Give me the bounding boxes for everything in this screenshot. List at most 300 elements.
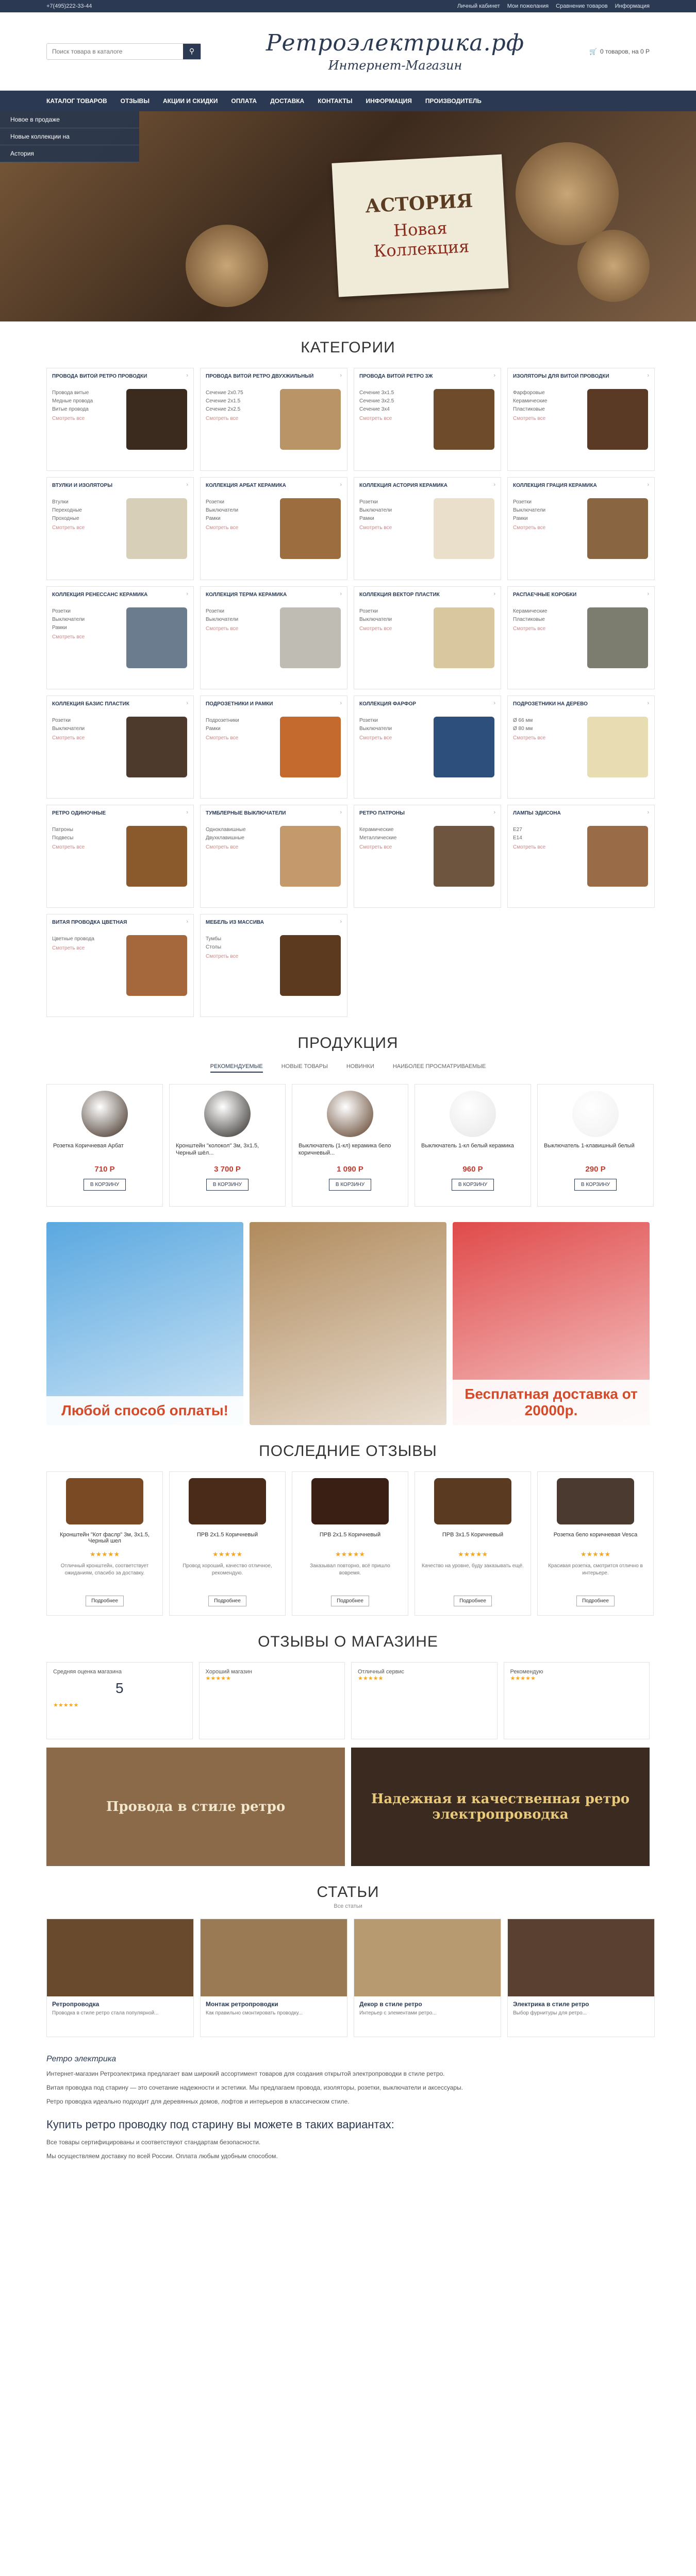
category-link[interactable]: Подрозетники (206, 718, 239, 723)
review-more-button[interactable]: Подробнее (331, 1596, 369, 1606)
articles-all-link[interactable]: Все статьи (334, 1903, 362, 1909)
category-card[interactable] (507, 477, 655, 580)
tab-popular[interactable]: НАИБОЛЕЕ ПРОСМАТРИВАЕМЫЕ (392, 1063, 486, 1070)
category-image (587, 389, 648, 450)
seo-paragraph: Витая проводка под старину — это сочетание надежности и эстетики. Мы предлагаем провода, изоляторы, розетки, выключатели и аксессуары. (46, 2084, 463, 2091)
hero-line2: Коллекция (373, 236, 470, 261)
review-text: Заказывал повторно, всё пришло вовремя. (310, 1563, 390, 1576)
category-card[interactable] (46, 586, 194, 689)
article-image[interactable] (47, 1919, 193, 1996)
rating-stars-icon: ★★★★★ (510, 1675, 536, 1682)
hero-side-item[interactable]: Астория (0, 145, 139, 162)
category-link[interactable]: Выключатели (513, 507, 546, 513)
category-image (126, 389, 187, 450)
category-link[interactable]: Керамические (513, 608, 548, 614)
category-link[interactable]: Рамки (206, 726, 221, 732)
chevron-right-icon: › (186, 591, 188, 597)
tab-new[interactable]: НОВЫЕ ТОВАРЫ (281, 1063, 328, 1070)
category-link[interactable]: Сечение 3х2.5 (359, 398, 394, 404)
category-link[interactable]: Керамические (359, 827, 394, 833)
category-more-link[interactable]: Смотреть все (206, 626, 239, 632)
category-image (434, 826, 494, 887)
chevron-right-icon: › (647, 482, 649, 488)
category-more-link[interactable]: Смотреть все (52, 634, 85, 640)
review-more-button[interactable]: Подробнее (208, 1596, 246, 1606)
nav-contacts[interactable]: КОНТАКТЫ (318, 97, 353, 105)
article-card[interactable] (200, 1919, 347, 2037)
category-more-link[interactable]: Смотреть все (513, 416, 546, 421)
promo-banner[interactable] (453, 1222, 650, 1425)
category-title[interactable]: ПОДРОЗЕТНИКИ НА ДЕРЕВО (513, 701, 588, 707)
category-link[interactable]: Выключатели (359, 726, 392, 732)
chevron-right-icon: › (186, 919, 188, 925)
category-card[interactable] (200, 368, 347, 471)
review-product-name[interactable]: Розетка бело коричневая Vesca (553, 1532, 638, 1538)
search-box (46, 43, 201, 60)
article-card[interactable] (507, 1919, 655, 2037)
articles-grid (0, 1919, 696, 2037)
chevron-right-icon: › (647, 700, 649, 706)
category-title[interactable]: КОЛЛЕКЦИЯ ФАРФОР (359, 701, 416, 707)
category-more-link[interactable]: Смотреть все (206, 735, 239, 741)
category-link[interactable]: Металлические (359, 835, 397, 841)
article-image[interactable] (354, 1919, 501, 1996)
product-image[interactable] (572, 1091, 619, 1137)
category-link[interactable]: Провода витые (52, 390, 89, 396)
category-card[interactable] (507, 696, 655, 799)
info-link[interactable]: Информация (615, 3, 650, 9)
category-link[interactable]: Переходные (52, 507, 82, 513)
nav-manufacturer[interactable]: ПРОИЗВОДИТЕЛЬ (425, 97, 482, 105)
category-card[interactable] (46, 368, 194, 471)
category-link[interactable]: Розетки (513, 499, 532, 505)
nav-sales[interactable]: АКЦИИ И СКИДКИ (162, 97, 218, 105)
category-link[interactable]: Розетки (52, 718, 71, 723)
cart-icon: 🛒 (589, 47, 597, 55)
category-title[interactable]: КОЛЛЕКЦИЯ ГРАЦИЯ КЕРАМИКА (513, 483, 597, 488)
category-card[interactable] (354, 368, 501, 471)
category-title[interactable]: КОЛЛЕКЦИЯ БАЗИС ПЛАСТИК (52, 701, 129, 707)
category-card[interactable] (200, 805, 347, 908)
seo-paragraph: Все товары сертифицированы и соответствуют стандартам безопасности. (46, 2139, 261, 2146)
add-to-cart-button[interactable]: В КОРЗИНУ (329, 1179, 371, 1191)
review-text: Красивая розетка, смотрится отлично в интерьере. (548, 1563, 643, 1576)
category-card[interactable] (354, 586, 501, 689)
hero-product-image (516, 142, 619, 245)
product-image[interactable] (450, 1091, 496, 1137)
category-link[interactable]: Сечение 2х0.75 (206, 390, 243, 396)
category-title[interactable]: МЕБЕЛЬ ИЗ МАССИВА (206, 920, 264, 925)
category-more-link[interactable]: Смотреть все (513, 735, 546, 741)
shop-review-label: Отличный сервис (358, 1669, 405, 1675)
category-card[interactable] (46, 696, 194, 799)
article-title[interactable]: Ретропроводка (52, 2001, 100, 2008)
chevron-right-icon: › (340, 700, 342, 706)
nav-catalog[interactable]: КАТАЛОГ ТОВАРОВ (46, 97, 107, 105)
review-product-image[interactable] (557, 1478, 634, 1524)
category-image (126, 607, 187, 668)
categories-grid (0, 368, 696, 1017)
article-excerpt: Проводка в стиле ретро стала популярной... (52, 2010, 159, 2016)
chevron-right-icon: › (493, 700, 495, 706)
product-price: 710 Р (94, 1165, 115, 1174)
category-image (280, 607, 341, 668)
category-title[interactable]: КОЛЛЕКЦИЯ ВЕКТОР ПЛАСТИК (359, 592, 440, 598)
rating-stars-icon: ★★★★★ (89, 1550, 120, 1558)
hero-product-image (577, 230, 650, 302)
article-title[interactable]: Монтаж ретропроводки (206, 2001, 278, 2008)
review-product-name[interactable]: ПРВ 2х1.5 Коричневый (319, 1532, 381, 1538)
reviews-grid (0, 1471, 696, 1616)
chevron-right-icon: › (493, 591, 495, 597)
chevron-right-icon: › (647, 591, 649, 597)
review-product-image[interactable] (434, 1478, 511, 1524)
category-card[interactable] (46, 477, 194, 580)
shop-review-label: Рекомендую (510, 1669, 543, 1675)
chevron-right-icon: › (493, 372, 495, 379)
category-card[interactable] (354, 477, 501, 580)
category-link[interactable]: Столы (206, 944, 222, 950)
promo-banner[interactable] (250, 1222, 446, 1425)
category-more-link[interactable]: Смотреть все (52, 525, 85, 531)
review-text: Качество на уровне, буду заказывать ещё. (422, 1563, 524, 1569)
category-link[interactable]: Выключатели (52, 726, 85, 732)
article-card[interactable] (46, 1919, 194, 2037)
add-to-cart-button[interactable]: В КОРЗИНУ (452, 1179, 494, 1191)
category-link[interactable]: Рамки (359, 516, 374, 521)
review-product-name[interactable]: Кронштейн "Кот фаслр" 3м, 3х1.5, Черный шел (59, 1532, 150, 1544)
review-more-button[interactable]: Подробнее (454, 1596, 492, 1606)
chevron-right-icon: › (493, 482, 495, 488)
category-link[interactable]: Сечение 3х1.5 (359, 390, 394, 396)
wishlist-link[interactable]: Мои пожелания (507, 3, 549, 9)
category-image (280, 717, 341, 777)
category-image (280, 498, 341, 559)
top-links (457, 3, 650, 9)
category-title[interactable]: КОЛЛЕКЦИЯ РЕНЕССАНС КЕРАМИКА (52, 592, 148, 598)
category-more-link[interactable]: Смотреть все (52, 844, 85, 850)
product-name[interactable]: Выключатель (1-кл) керамика бело коричневый... (299, 1143, 391, 1156)
review-more-button[interactable]: Подробнее (576, 1596, 615, 1606)
category-more-link[interactable]: Смотреть все (359, 416, 392, 421)
category-more-link[interactable]: Смотреть все (513, 525, 546, 531)
category-image (587, 607, 648, 668)
product-name[interactable]: Выключатель 1-клавишный белый (544, 1143, 635, 1149)
article-excerpt: Выбор фурнитуры для ретро... (513, 2010, 587, 2016)
hero-line1: Новая (393, 218, 448, 241)
category-image (587, 826, 648, 887)
category-title[interactable]: КОЛЛЕКЦИЯ ТЕРМА КЕРАМИКА (206, 592, 287, 598)
category-more-link[interactable]: Смотреть все (52, 735, 85, 741)
category-image (434, 607, 494, 668)
category-image (126, 826, 187, 887)
review-card (169, 1471, 286, 1616)
category-more-link[interactable]: Смотреть все (359, 735, 392, 741)
category-link[interactable]: Розетки (206, 608, 224, 614)
seo-text (0, 2055, 696, 2161)
seo-heading: Ретро электрика (46, 2055, 117, 2063)
category-link[interactable]: Витые провода (52, 406, 89, 412)
account-link[interactable]: Личный кабинет (457, 3, 500, 9)
review-card (46, 1471, 163, 1616)
hero-collection-badge (332, 155, 508, 297)
category-image (587, 717, 648, 777)
category-more-link[interactable]: Смотреть все (359, 626, 392, 632)
nav-info[interactable]: ИНФОРМАЦИЯ (366, 97, 412, 105)
tab-recommended[interactable]: РЕКОМЕНДУЕМЫЕ (210, 1063, 263, 1073)
tab-novelties[interactable]: НОВИНКИ (346, 1063, 374, 1070)
category-image (126, 935, 187, 996)
category-more-link[interactable]: Смотреть все (359, 844, 392, 850)
product-card[interactable] (537, 1084, 654, 1207)
category-link[interactable]: Сечение 3х4 (359, 406, 390, 412)
category-image (126, 717, 187, 777)
product-name[interactable]: Кронштейн "колокол" 3м, 3х1.5, Черный шёл... (176, 1143, 259, 1156)
category-card[interactable] (200, 696, 347, 799)
rating-stars-icon: ★★★★★ (212, 1550, 243, 1558)
category-link[interactable]: Выключатели (359, 507, 392, 513)
category-card[interactable] (200, 914, 347, 1017)
shop-review-label: Средняя оценка магазина (53, 1669, 122, 1675)
category-title[interactable]: РЕТРО ПАТРОНЫ (359, 810, 405, 816)
product-card[interactable] (292, 1084, 408, 1207)
header (0, 12, 696, 91)
hero-side-item[interactable]: Новые коллекции на (0, 128, 139, 145)
category-link[interactable]: Пластиковые (513, 617, 545, 622)
category-link[interactable]: Пластиковые (513, 406, 545, 412)
product-price: 290 Р (585, 1165, 606, 1174)
category-link[interactable]: Ø 80 мм (513, 726, 533, 732)
review-text: Отличный кронштейн, соответствует ожиданиям, спасибо за доставку. (60, 1563, 149, 1576)
logo[interactable] (266, 30, 524, 73)
review-product-name[interactable]: ПРВ 3х1.5 Коричневый (442, 1532, 504, 1538)
rating-stars-icon: ★★★★★ (580, 1550, 611, 1558)
rating-stars-icon: ★★★★★ (205, 1675, 231, 1682)
seo-paragraph: Ретро проводка идеально подходит для деревянных домов, лофтов и интерьеров в классическом стиле. (46, 2098, 350, 2105)
category-link[interactable]: E14 (513, 835, 522, 841)
category-card[interactable] (507, 805, 655, 908)
category-link[interactable]: Розетки (206, 499, 224, 505)
category-link[interactable]: Розетки (359, 499, 378, 505)
category-card[interactable] (354, 805, 501, 908)
compare-link[interactable]: Сравнение товаров (556, 3, 608, 9)
review-product-image[interactable] (311, 1478, 389, 1524)
product-card[interactable] (169, 1084, 286, 1207)
category-link[interactable]: Выключатели (206, 617, 239, 622)
product-image[interactable] (327, 1091, 373, 1137)
articles-title: СТАТЬИ (317, 1884, 379, 1901)
category-card[interactable] (507, 368, 655, 471)
nav-payment[interactable]: ОПЛАТА (231, 97, 257, 105)
shop-review-card (199, 1662, 345, 1739)
category-title[interactable]: ПРОВОДА ВИТОЙ РЕТРО ДВУХЖИЛЬНЫЙ (206, 374, 314, 379)
category-card[interactable] (507, 586, 655, 689)
products-title: ПРОДУКЦИЯ (297, 1035, 399, 1052)
product-price: 1 090 Р (337, 1165, 363, 1174)
add-to-cart-button[interactable]: В КОРЗИНУ (206, 1179, 248, 1191)
article-image[interactable] (201, 1919, 347, 1996)
category-more-link[interactable]: Смотреть все (513, 626, 546, 632)
product-image[interactable] (204, 1091, 251, 1137)
review-card (537, 1471, 654, 1616)
cart-summary: 0 товаров, на 0 Р (600, 47, 650, 55)
category-image (126, 498, 187, 559)
category-link[interactable]: Одноклавишные (206, 827, 246, 833)
category-more-link[interactable]: Смотреть все (206, 525, 239, 531)
category-image (280, 389, 341, 450)
article-excerpt: Интерьер с элементами ретро... (359, 2010, 437, 2016)
phone[interactable]: +7(495)222-33-44 (46, 3, 92, 9)
search-input[interactable] (47, 44, 183, 59)
article-card[interactable] (354, 1919, 501, 2037)
hero-banner[interactable] (0, 111, 696, 321)
category-link[interactable]: Цветные провода (52, 936, 94, 942)
category-title[interactable]: КОЛЛЕКЦИЯ АРБАТ КЕРАМИКА (206, 483, 286, 488)
category-image (280, 826, 341, 887)
shop-reviews (0, 1662, 696, 1739)
nav-reviews[interactable]: ОТЗЫВЫ (120, 97, 150, 105)
category-card[interactable] (46, 914, 194, 1017)
product-image[interactable] (81, 1091, 128, 1137)
review-card (415, 1471, 531, 1616)
promo-strip (0, 1748, 696, 1866)
category-link[interactable]: Патроны (52, 827, 73, 833)
category-link[interactable]: Втулки (52, 499, 69, 505)
chevron-right-icon: › (340, 919, 342, 925)
category-more-link[interactable]: Смотреть все (513, 844, 546, 850)
category-link[interactable]: Проходные (52, 516, 79, 521)
category-image (434, 389, 494, 450)
category-link[interactable]: E27 (513, 827, 522, 833)
product-name[interactable]: Розетка Коричневая Арбат (53, 1143, 124, 1149)
category-link[interactable]: Рамки (206, 516, 221, 521)
category-link[interactable]: Ø 66 мм (513, 718, 533, 723)
category-link[interactable]: Выключатели (52, 617, 85, 622)
main-nav (0, 91, 696, 111)
article-title[interactable]: Электрика в стиле ретро (513, 2001, 589, 2008)
category-card[interactable] (354, 696, 501, 799)
rating-stars-icon: ★★★★★ (457, 1550, 488, 1558)
category-title[interactable]: ВИТАЯ ПРОВОДКА ЦВЕТНАЯ (52, 920, 127, 925)
product-price: 3 700 Р (214, 1165, 241, 1174)
product-name[interactable]: Выключатель 1-кл белый керамика (421, 1143, 514, 1149)
product-price: 960 Р (462, 1165, 483, 1174)
category-link[interactable]: Розетки (52, 608, 71, 614)
category-title[interactable]: ИЗОЛЯТОРЫ ДЛЯ ВИТОЙ ПРОВОДКИ (513, 374, 609, 379)
review-product-image[interactable] (66, 1478, 143, 1524)
category-card[interactable] (46, 805, 194, 908)
promo-text: Провода в стиле ретро (106, 1799, 286, 1815)
category-more-link[interactable]: Смотреть все (52, 416, 85, 421)
category-title[interactable]: КОЛЛЕКЦИЯ АСТОРИЯ КЕРАМИКА (359, 483, 448, 488)
category-link[interactable]: Рамки (52, 625, 67, 631)
promo-banner-text: Бесплатная доставка от 20000р. (453, 1380, 650, 1425)
category-more-link[interactable]: Смотреть все (206, 416, 239, 421)
chevron-right-icon: › (647, 809, 649, 816)
category-link[interactable]: Сечение 2х1.5 (206, 398, 241, 404)
review-product-name[interactable]: ПРВ 2х1.5 Коричневый (196, 1532, 258, 1538)
category-more-link[interactable]: Смотреть все (359, 525, 392, 531)
article-title[interactable]: Декор в стиле ретро (359, 2001, 422, 2008)
logo-title: Ретроэлектрика.рф (266, 30, 525, 56)
product-tabs (0, 1063, 696, 1073)
category-title[interactable]: ЛАМПЫ ЭДИСОНА (513, 810, 561, 816)
category-title[interactable]: ПРОВОДА ВИТОЙ РЕТРО ПРОВОДКИ (52, 374, 147, 379)
promo-image[interactable] (351, 1748, 650, 1866)
hero-side-item[interactable]: Новое в продаже (0, 111, 139, 128)
category-image (280, 935, 341, 996)
category-title[interactable]: ПРОВОДА ВИТОЙ РЕТРО 3Ж (359, 374, 433, 379)
promo-banner-text: Любой способ оплаты! (46, 1396, 243, 1425)
add-to-cart-button[interactable]: В КОРЗИНУ (574, 1179, 617, 1191)
product-card[interactable] (415, 1084, 531, 1207)
chevron-right-icon: › (493, 809, 495, 816)
category-link[interactable]: Керамические (513, 398, 548, 404)
shop-review-card (351, 1662, 498, 1739)
categories-title: КАТЕГОРИИ (301, 339, 395, 356)
category-title[interactable]: РЕТРО ОДИНОЧНЫЕ (52, 810, 106, 816)
shop-rating-value: 5 (115, 1680, 124, 1696)
review-more-button[interactable]: Подробнее (86, 1596, 124, 1606)
category-link[interactable]: Медные провода (52, 398, 93, 404)
category-card[interactable] (200, 586, 347, 689)
chevron-right-icon: › (186, 809, 188, 816)
category-title[interactable]: РАСПАЕЧНЫЕ КОРОБКИ (513, 592, 577, 598)
category-link[interactable]: Розетки (359, 718, 378, 723)
category-title[interactable]: ТУМБЛЕРНЫЕ ВЫКЛЮЧАТЕЛИ (206, 810, 286, 816)
category-link[interactable]: Двухклавишные (206, 835, 244, 841)
rating-stars-icon: ★★★★★ (53, 1702, 79, 1708)
rating-stars-icon: ★★★★★ (358, 1675, 384, 1682)
products-grid (0, 1084, 696, 1207)
category-title[interactable]: ВТУЛКИ И ИЗОЛЯТОРЫ (52, 483, 112, 488)
promo-banner[interactable] (46, 1222, 243, 1425)
review-product-image[interactable] (189, 1478, 266, 1524)
nav-delivery[interactable]: ДОСТАВКА (270, 97, 305, 105)
shop-review-label: Хороший магазин (205, 1669, 252, 1675)
add-to-cart-button[interactable]: В КОРЗИНУ (84, 1179, 126, 1191)
product-card[interactable] (46, 1084, 163, 1207)
category-link[interactable]: Выключатели (206, 507, 239, 513)
category-link[interactable]: Тумбы (206, 936, 222, 942)
category-more-link[interactable]: Смотреть все (206, 954, 239, 959)
seo-subheading: Купить ретро проводку под старину вы можете в таких вариантах: (46, 2118, 394, 2131)
article-excerpt: Как правильно смонтировать проводку... (206, 2010, 303, 2016)
category-image (434, 498, 494, 559)
category-link[interactable]: Фарфоровые (513, 390, 545, 396)
category-more-link[interactable]: Смотреть все (52, 945, 85, 951)
shop-reviews-title: ОТЗЫВЫ О МАГАЗИНЕ (258, 1633, 438, 1650)
hero-side-menu (0, 111, 139, 162)
chevron-right-icon: › (647, 372, 649, 379)
seo-paragraph: Мы осуществляем доставку по всей России. Оплата любым удобным способом. (46, 2153, 278, 2160)
hero-brand: АСТОРИЯ (364, 190, 474, 217)
chevron-right-icon: › (186, 700, 188, 706)
category-link[interactable]: Розетки (359, 608, 378, 614)
promo-text: Надежная и качественная ретро электропроводка (371, 1791, 630, 1822)
promo-image[interactable] (46, 1748, 345, 1866)
category-link[interactable]: Выключатели (359, 617, 392, 622)
cart-button[interactable] (589, 48, 650, 55)
category-link[interactable]: Рамки (513, 516, 528, 521)
category-link[interactable]: Подвесы (52, 835, 74, 841)
category-link[interactable]: Сечение 2х2.5 (206, 406, 241, 412)
article-image[interactable] (508, 1919, 654, 1996)
category-more-link[interactable]: Смотреть все (206, 844, 239, 850)
search-icon[interactable]: ⚲ (183, 44, 201, 59)
category-card[interactable] (200, 477, 347, 580)
category-title[interactable]: ПОДРОЗЕТНИКИ И РАМКИ (206, 701, 273, 707)
